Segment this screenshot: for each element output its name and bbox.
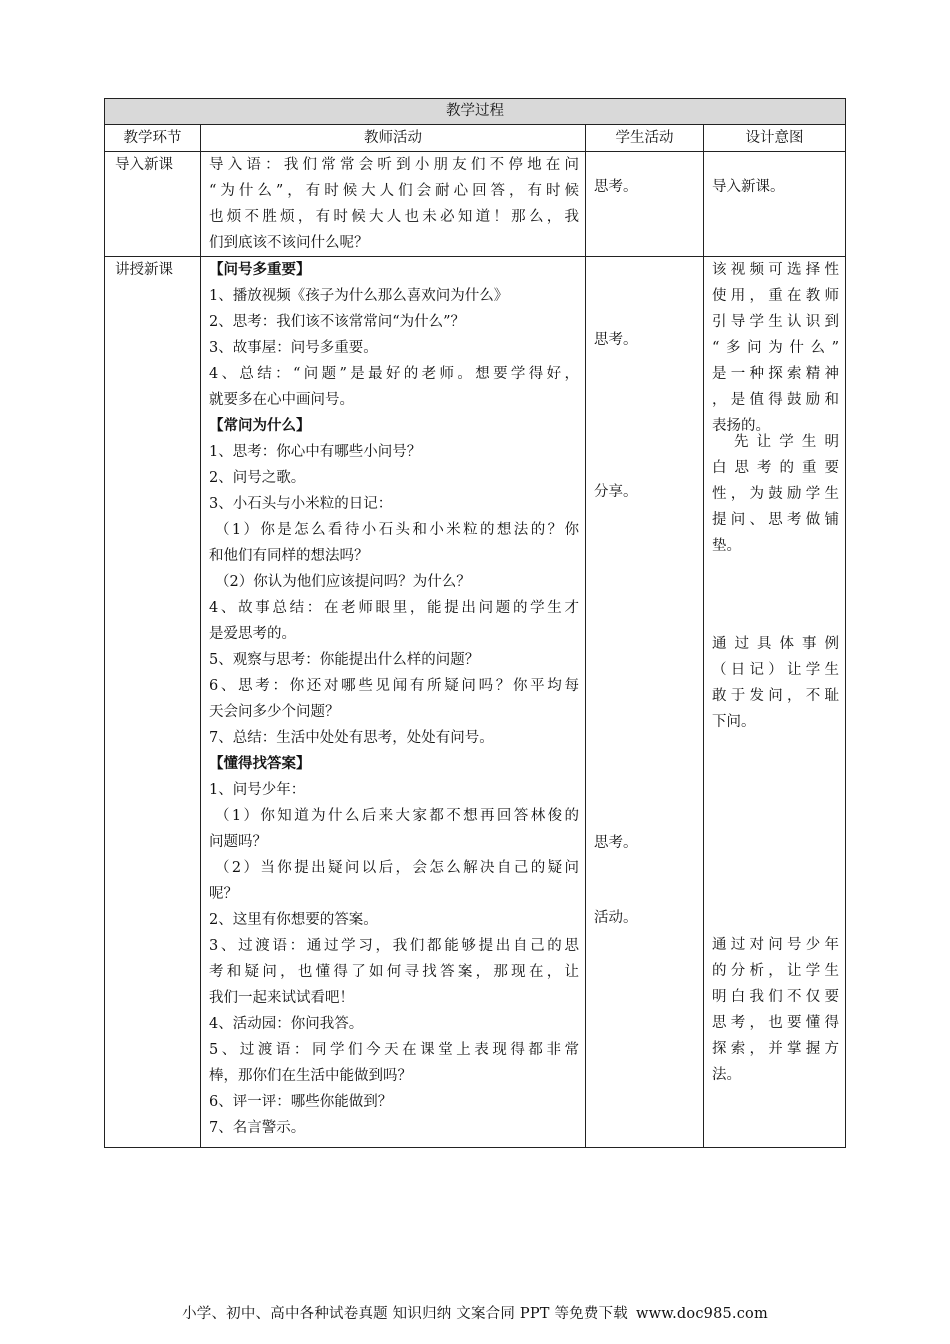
footer-url: www.doc985.com <box>635 1306 768 1322</box>
design-block-1 <box>712 257 839 439</box>
design-line: 该视频可选择性 <box>712 262 839 278</box>
teacher-cell-teaching <box>201 257 586 1148</box>
header-stage: 教学环节 <box>105 125 201 152</box>
design-line: 性，为鼓励学生 <box>712 486 839 502</box>
teacher-line: 是爱思考的。 <box>209 626 296 642</box>
student-activity-text: 活动。 <box>594 910 638 926</box>
teacher-line: 4、活动园：你问我答。 <box>209 1016 364 1032</box>
teacher-line: （1）你是怎么看待小石头和小米粒的想法的？你 <box>215 522 579 538</box>
design-line: 下问。 <box>712 714 756 730</box>
table-title-row <box>105 99 846 125</box>
design-line: 的分析，让学生 <box>712 963 839 979</box>
design-block-2 <box>712 429 839 559</box>
student-cell-intro <box>586 152 704 257</box>
table-row-teaching <box>105 257 846 1148</box>
design-line: 思考，也要懂得 <box>712 1015 839 1031</box>
section-heading: 【懂得找答案】 <box>209 755 311 772</box>
design-line: 使用，重在教师 <box>712 288 839 304</box>
teacher-line: 2、思考：我们该不该常常问“为什么”？ <box>209 314 466 330</box>
design-line: 提问、思考做铺 <box>712 512 839 528</box>
design-line: 探索，并掌握方 <box>712 1041 839 1057</box>
teacher-line: 3、小石头与小米粒的日记： <box>209 496 393 512</box>
teacher-cell-intro <box>201 152 586 257</box>
footer-text: 小学、初中、高中各种试卷真题 知识归纳 文案合同 PPT 等免费下载 <box>182 1306 628 1322</box>
teacher-line: （2）当你提出疑问以后，会怎么解决自己的疑问 <box>215 860 579 876</box>
table-header-row <box>105 125 846 152</box>
design-line: ，是值得鼓励和 <box>712 392 839 408</box>
teacher-line: 1、播放视频《孩子为什么那么喜欢问为什么》 <box>209 288 509 304</box>
teacher-line: 6、思考：你还对哪些见闻有所疑问吗？你平均每 <box>209 678 579 694</box>
stage-label: 讲授新课 <box>115 262 173 278</box>
teacher-line: 2、问号之歌。 <box>209 470 306 486</box>
design-line: 法。 <box>712 1067 741 1083</box>
design-line: 垫。 <box>712 538 741 554</box>
teacher-line: （1）你知道为什么后来大家都不想再回答林俊的 <box>215 808 579 824</box>
design-line: 是一种探索精神 <box>712 366 839 382</box>
lesson-process-table <box>104 98 846 1148</box>
teacher-line: 和他们有同样的想法吗？ <box>209 548 369 564</box>
design-line: 白思考的重要 <box>712 460 839 476</box>
teacher-line: 7、总结：生活中处处有思考，处处有问号。 <box>209 730 494 746</box>
design-line: 先让学生明 <box>734 434 839 450</box>
teacher-line: 我们一起来试试看吧！ <box>209 990 354 1006</box>
teacher-line: 天会问多少个问题？ <box>209 704 340 720</box>
student-activity-text: 思考。 <box>594 332 638 348</box>
design-line: 通过具体事例 <box>712 636 839 652</box>
teacher-line: 就要多在心中画问号。 <box>209 392 354 408</box>
stage-label: 导入新课 <box>115 157 173 173</box>
page-footer <box>0 1302 950 1323</box>
stage-cell-intro <box>105 152 201 257</box>
design-line: 明白我们不仅要 <box>712 989 839 1005</box>
design-cell-teaching <box>704 257 846 1148</box>
teacher-line: 呢？ <box>209 886 238 902</box>
teacher-line: 3、过渡语：通过学习，我们都能够提出自己的思 <box>209 938 579 954</box>
teacher-line: 4、总结：“问题”是最好的老师。想要学得好， <box>209 366 579 382</box>
section-heading: 【常问为什么】 <box>209 417 311 434</box>
teacher-line: 4、故事总结：在老师眼里，能提出问题的学生才 <box>209 600 579 616</box>
student-cell-teaching <box>586 257 704 1148</box>
design-block-3 <box>712 631 839 735</box>
design-intent-text: 导入新课。 <box>712 179 785 195</box>
student-activity-text: 思考。 <box>594 835 638 851</box>
design-block-4 <box>712 932 839 1088</box>
teacher-line: “为什么”，有时候大人们会耐心回答，有时候 <box>209 183 579 199</box>
header-student-activity: 学生活动 <box>586 125 704 152</box>
teacher-line: 7、名言警示。 <box>209 1120 306 1136</box>
teacher-line: 5、观察与思考：你能提出什么样的问题？ <box>209 652 480 668</box>
design-line: 通过对问号少年 <box>712 937 839 953</box>
teacher-line: （2）你认为他们应该提问吗？为什么？ <box>215 574 471 590</box>
teacher-line: 也烦不胜烦，有时候大人也未必知道！那么，我 <box>209 209 579 225</box>
design-line: 表扬的。 <box>712 418 770 434</box>
teacher-line: 们到底该不该问什么呢？ <box>209 235 369 251</box>
teacher-line: 1、思考：你心中有哪些小问号？ <box>209 444 422 460</box>
teacher-line: 1、问号少年： <box>209 782 306 798</box>
design-line: “多问为什么” <box>712 340 839 356</box>
teacher-line: 6、评一评：哪些你能做到？ <box>209 1094 393 1110</box>
student-activity-text: 思考。 <box>594 179 638 195</box>
teacher-line: 棒，那你们在生活中能做到吗？ <box>209 1068 412 1084</box>
header-design-intent: 设计意图 <box>704 125 846 152</box>
stage-cell-teaching <box>105 257 201 1148</box>
design-line: 引导学生认识到 <box>712 314 839 330</box>
header-teacher-activity: 教师活动 <box>201 125 586 152</box>
teacher-line: 5、过渡语：同学们今天在课堂上表现得都非常 <box>209 1042 579 1058</box>
teacher-line: 3、故事屋：问号多重要。 <box>209 340 378 356</box>
design-line: 敢于发问，不耻 <box>712 688 839 704</box>
teacher-line: 导入语：我们常常会听到小朋友们不停地在问 <box>209 157 579 173</box>
design-line: （日记）让学生 <box>712 662 839 678</box>
table-title: 教学过程 <box>105 99 846 125</box>
design-cell-intro <box>704 152 846 257</box>
teacher-line: 2、这里有你想要的答案。 <box>209 912 378 928</box>
section-heading: 【问号多重要】 <box>209 261 311 278</box>
teacher-activity-list <box>209 257 579 1141</box>
teacher-line: 问题吗？ <box>209 834 267 850</box>
teacher-line: 考和疑问，也懂得了如何寻找答案，那现在，让 <box>209 964 579 980</box>
student-activity-text: 分享。 <box>594 484 638 500</box>
table-row-intro <box>105 152 846 257</box>
